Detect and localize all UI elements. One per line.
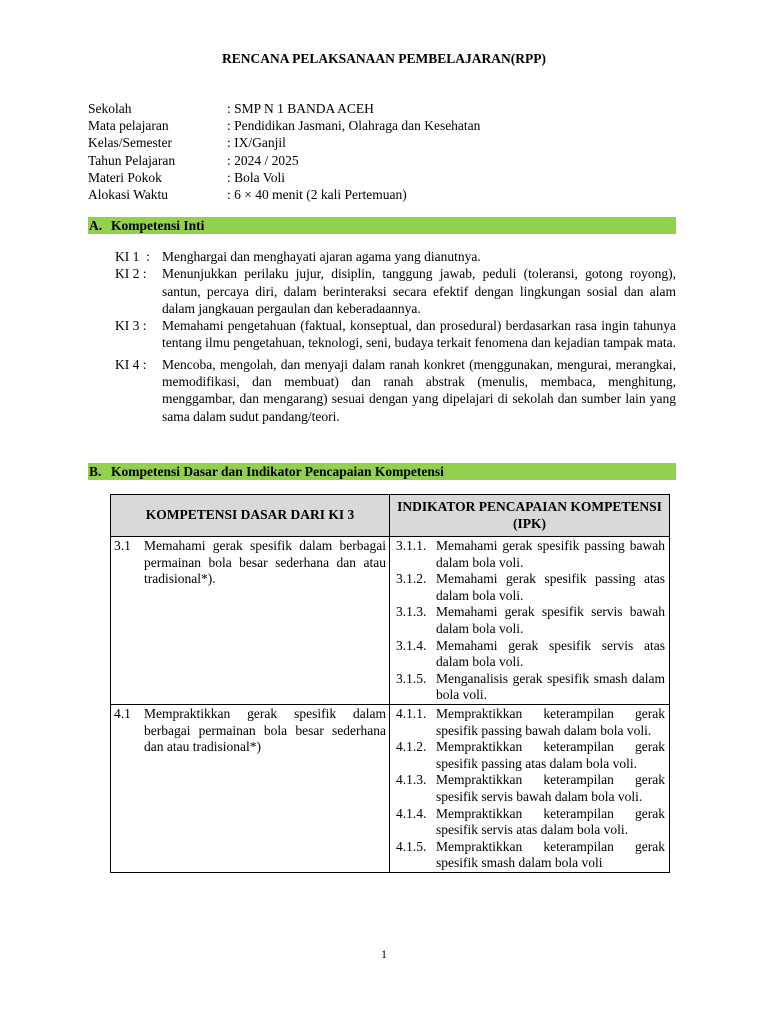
indicator-item	[390, 772, 669, 805]
ipk-cell	[390, 704, 670, 872]
indicator-number: 4.1.1.	[396, 705, 427, 721]
section-a-heading	[88, 217, 676, 234]
indicator-text: Mempraktikkan keterampilan gerak spesifik passing bawah dalam bola voli.	[436, 705, 665, 738]
info-row-school	[88, 100, 480, 117]
header-ipk: INDIKATOR PENCAPAIAN KOMPETENSI (IPK)	[390, 495, 670, 537]
indicator-number: 4.1.5.	[396, 838, 427, 854]
section-b-heading	[88, 463, 676, 480]
info-value: : Bola Voli	[227, 169, 286, 185]
info-row-year	[88, 152, 480, 169]
ki-text: Menghargai dan menghayati ajaran agama yang dianutnya.	[162, 249, 481, 264]
indicator-text: Memahami gerak spesifik passing bawah dalam bola voli.	[436, 538, 665, 570]
indicator-item	[390, 671, 669, 704]
kd-text: Mempraktikkan gerak spesifik dalam berbagai permainan bola besar sederhana dan atau tradisional*)	[144, 705, 386, 755]
info-label: Materi Pokok	[88, 169, 162, 185]
identity-block	[88, 100, 480, 203]
indicator-number: 3.1.1.	[396, 538, 427, 553]
indicator-text: Mempraktikkan keterampilan gerak spesifik servis atas dalam bola voli.	[436, 805, 665, 838]
indicator-text: Memahami gerak spesifik passing atas dalam bola voli.	[436, 571, 665, 603]
indicator-number: 4.1.2.	[396, 739, 427, 755]
indicator-item	[390, 806, 669, 839]
kd-cell	[111, 537, 390, 705]
indicator-text: Memahami gerak spesifik servis bawah dalam bola voli.	[436, 604, 665, 636]
ki-text: Menunjukkan perilaku jujur, disiplin, tanggung jawab, peduli (toleransi, gotong royong), santun, percaya diri, dalam berinteraksi secara efektif dengan lingkungan sosial dan alam dalam jangkauan pergaulan dan keberadaannya.	[162, 266, 676, 316]
indicator-number: 4.1.3.	[396, 772, 427, 788]
indicator-item	[390, 604, 669, 637]
indicator-text: Mempraktikkan keterampilan gerak spesifik smash dalam bola voli	[436, 838, 665, 871]
section-title: Kompetensi Dasar dan Indikator Pencapaian Kompetensi	[111, 464, 444, 479]
section-letter: A.	[89, 218, 103, 233]
ki-text: Memahami pengetahuan (faktual, konseptual, dan prosedural) berdasarkan rasa ingin tahunya tentang ilmu pengetahuan, teknologi, seni, budaya terkait fenomena dan kejadian tampak mata.	[162, 318, 676, 351]
page-number: 1	[381, 947, 387, 961]
kd-cell	[111, 704, 390, 872]
ki-list	[115, 248, 676, 425]
section-title: Kompetensi Inti	[111, 218, 205, 233]
info-value: : SMP N 1 BANDA ACEH	[227, 101, 374, 116]
kd-text: Memahami gerak spesifik dalam berbagai permainan bola besar sederhana dan atau tradisional*).	[144, 538, 386, 587]
kd-number: 3.1	[114, 538, 131, 553]
info-label: Kelas/Semester	[88, 135, 172, 151]
section-letter: B.	[89, 464, 102, 479]
ki-code: KI 3 :	[115, 318, 150, 334]
info-label: Sekolah	[88, 101, 132, 116]
table-row	[111, 537, 670, 705]
info-row-class	[88, 134, 480, 151]
ki-item	[115, 317, 676, 352]
table-header-row	[111, 495, 670, 537]
indicator-number: 3.1.5.	[396, 670, 427, 686]
ki-code: KI 4 :	[115, 356, 150, 372]
ipk-cell	[390, 537, 670, 705]
info-value: : IX/Ganjil	[227, 135, 286, 151]
ki-text: Mencoba, mengolah, dan menyaji dalam ranah konkret (menggunakan, mengurai, merangkai, memodifikasi, dan membuat) dan ranah abstrak (menulis, membaca, menghitung, menggambar, dan mengarang) sesuai dengan yang dipelajari di sekolah dan sumber lain yang sama dalam sudut pandang/teori.	[162, 356, 676, 424]
indicator-number: 4.1.4.	[396, 805, 427, 821]
ki-code: KI 2 :	[115, 266, 150, 282]
indicator-text: Memahami gerak spesifik servis atas dalam bola voli.	[436, 637, 665, 670]
info-value: : 6 × 40 menit (2 kali Pertemuan)	[227, 187, 407, 203]
info-label: Alokasi Waktu	[88, 187, 169, 203]
indicator-number: 3.1.3.	[396, 604, 427, 620]
info-label: Mata pelajaran	[88, 118, 169, 134]
document-title: RENCANA PELAKSANAAN PEMBELAJARAN(RPP)	[222, 51, 546, 66]
info-row-topic	[88, 169, 480, 186]
ki-item	[115, 265, 676, 317]
indicator-number: 3.1.4.	[396, 637, 427, 653]
info-row-subject	[88, 117, 480, 134]
competency-table	[110, 494, 670, 873]
indicator-item	[390, 739, 669, 772]
info-value: : 2024 / 2025	[227, 152, 299, 168]
ki-code: KI 1 :	[115, 249, 154, 264]
indicator-item	[390, 538, 669, 571]
indicator-text: Mempraktikkan keterampilan gerak spesifik passing atas dalam bola voli.	[436, 739, 665, 771]
indicator-item	[390, 638, 669, 671]
indicator-text: Mempraktikkan keterampilan gerak spesifik servis bawah dalam bola voli.	[436, 772, 665, 804]
header-kd: KOMPETENSI DASAR DARI KI 3	[111, 495, 390, 537]
table-row	[111, 704, 670, 872]
indicator-text: Menganalisis gerak spesifik smash dalam bola voli.	[436, 670, 665, 703]
indicator-item	[390, 571, 669, 604]
info-row-time	[88, 186, 480, 203]
info-label: Tahun Pelajaran	[88, 152, 176, 168]
indicator-item	[390, 839, 669, 872]
ki-item	[115, 248, 676, 265]
indicator-number: 3.1.2.	[396, 571, 427, 587]
indicator-item	[390, 706, 669, 739]
kd-number: 4.1	[114, 705, 131, 721]
info-value: : Pendidikan Jasmani, Olahraga dan Kesehatan	[227, 118, 481, 134]
ki-item	[115, 356, 676, 425]
